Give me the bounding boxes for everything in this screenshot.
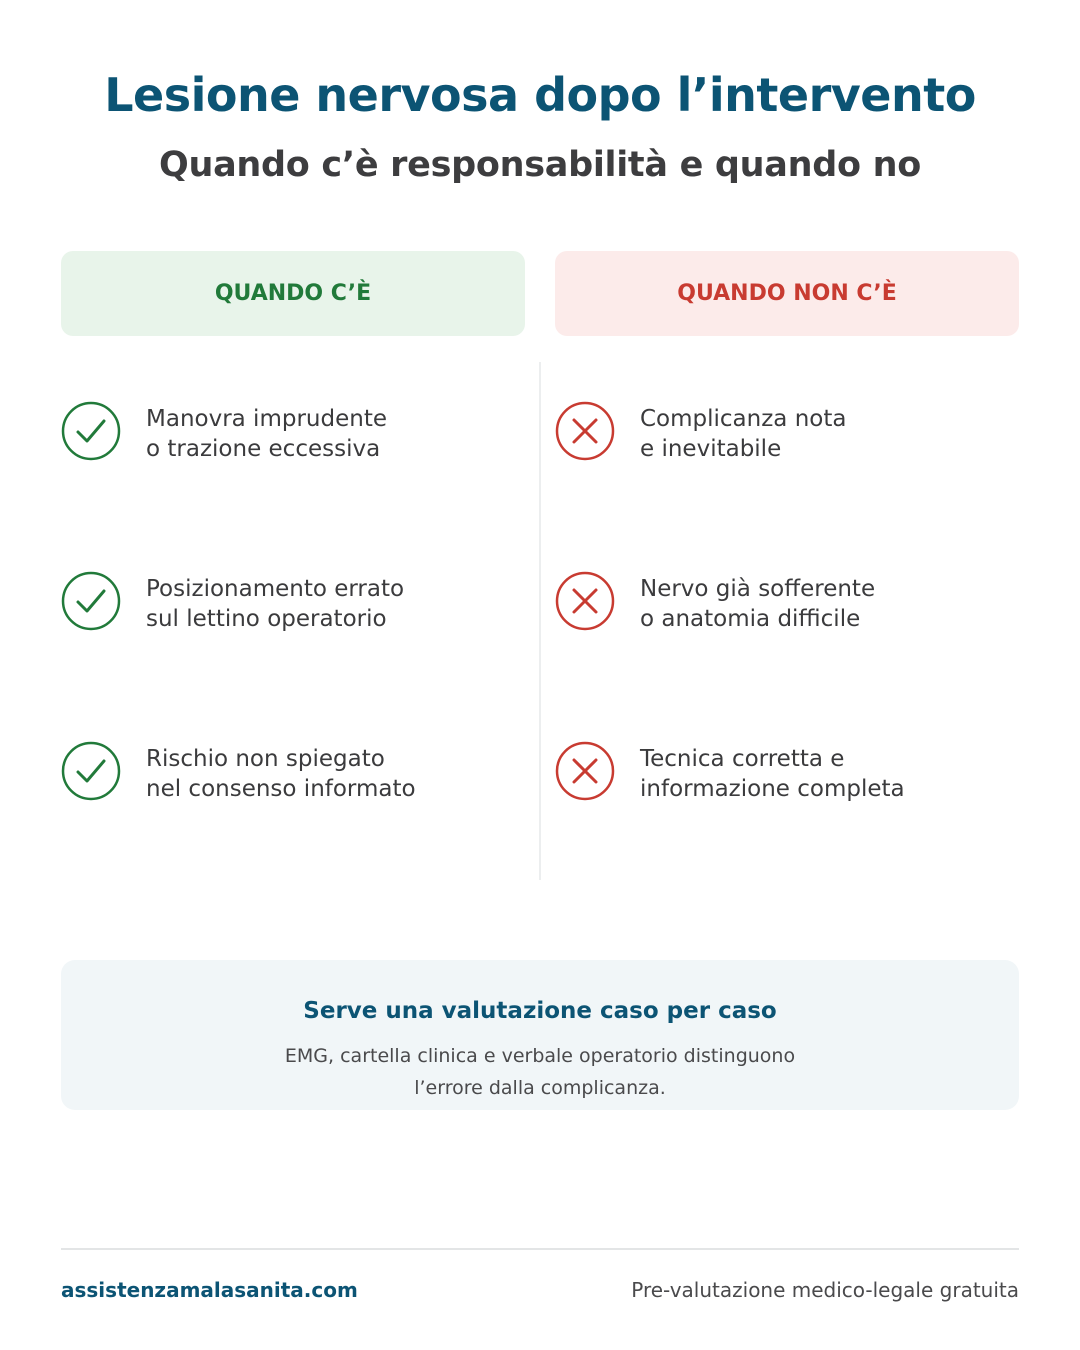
footer-divider	[61, 1248, 1019, 1250]
footer-tagline: Pre-valutazione medico-legale gratuita	[631, 1278, 1019, 1302]
column-divider	[539, 362, 541, 880]
page-subtitle: Quando c’è responsabilità e quando no	[159, 145, 921, 185]
page-title: Lesione nervosa dopo l’intervento	[104, 68, 976, 122]
list-item-text: Posizionamento errato sul lettino operatorio	[146, 576, 405, 632]
check-circle-icon	[61, 571, 121, 631]
list-item-text: Rischio non spiegato nel consenso informato	[146, 746, 416, 802]
list-item-yes-1	[61, 401, 516, 464]
x-circle-icon	[555, 571, 615, 631]
list-item-text: Complicanza nota e inevitabile	[640, 406, 847, 462]
x-circle-icon	[555, 401, 615, 461]
check-circle-icon	[61, 741, 121, 801]
footer-site-link[interactable]: assistenzamalasanita.com	[61, 1278, 358, 1302]
column-header-yes: QUANDO C’È	[61, 251, 525, 336]
list-item-text: Tecnica corretta e informazione completa	[640, 746, 905, 802]
list-item-yes-2	[61, 571, 516, 634]
column-header-no: QUANDO NON C’È	[555, 251, 1019, 336]
x-circle-icon	[555, 741, 615, 801]
note-title: Serve una valutazione caso per caso	[303, 998, 777, 1024]
check-circle-icon	[61, 401, 121, 461]
info-note-box	[61, 960, 1019, 1110]
note-body: EMG, cartella clinica e verbale operatorio distinguono l’errore dalla complicanza.	[284, 1045, 796, 1099]
list-item-no-2	[555, 571, 1010, 634]
list-item-yes-3	[61, 741, 516, 804]
list-item-text: Nervo già sofferente o anatomia difficile	[640, 576, 876, 632]
list-item-no-3	[555, 741, 1010, 804]
list-item-text: Manovra imprudente o trazione eccessiva	[146, 406, 387, 462]
list-item-no-1	[555, 401, 1010, 464]
